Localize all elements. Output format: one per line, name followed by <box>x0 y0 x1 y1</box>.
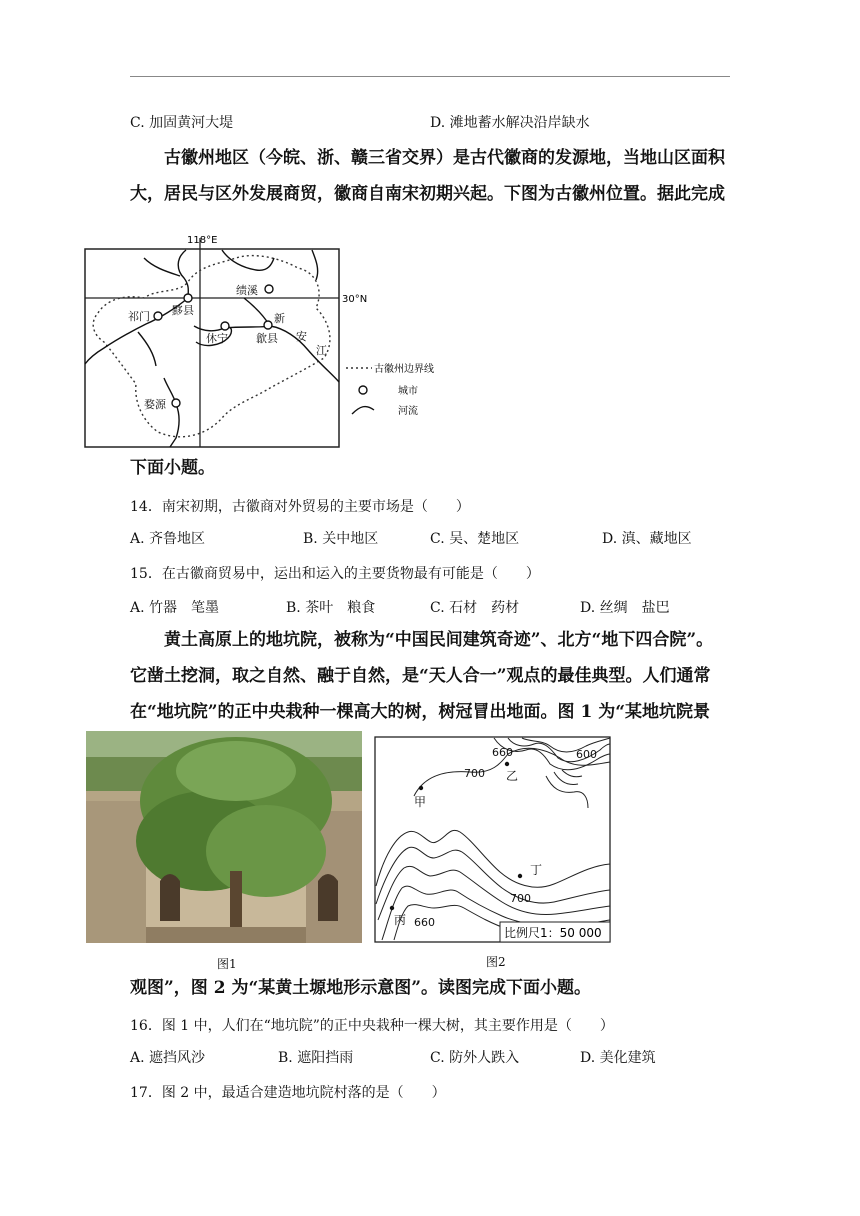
q16-stem: 16．图 1 中，人们在“地坑院”的正中央栽种一棵大树，其主要作用是（ ） <box>130 1018 614 1034</box>
city-label-yixian: 黟县 <box>172 304 194 317</box>
city-label-wuyuan: 婺源 <box>144 398 166 411</box>
city-marker-xiuning <box>221 322 229 330</box>
point-marker-jia <box>419 786 423 790</box>
city-marker-yixian <box>184 294 192 302</box>
legend-city-symbol <box>359 386 367 394</box>
q14-option-d: D. 滇、藏地区 <box>602 531 692 547</box>
city-label-shexian: 歙县 <box>256 332 278 345</box>
river-char-jiang: 江 <box>316 344 327 357</box>
passage2-line1: 黄土高原上的地坑院，被称为“中国民间建筑奇迹”、北方“地下四合院”。 <box>164 630 714 650</box>
fig1-photo <box>86 731 362 943</box>
passage-dikengyuan <box>130 622 730 730</box>
city-marker-jixi <box>265 285 273 293</box>
passage1-line2: 大，居民与区外发展商贸，徽商自南宋初期兴起。下图为古徽州位置。据此完成 <box>130 184 725 204</box>
contour-label-700-south: 700 <box>510 892 531 905</box>
q14-stem: 14．南宋初期，古徽商对外贸易的主要市场是（ ） <box>130 499 470 515</box>
point-label-yi: 乙 <box>506 769 519 783</box>
lat-label: 30°N <box>342 294 368 305</box>
header-rule <box>130 76 730 77</box>
passage2-tail: 观图”，图 2 为“某黄土塬地形示意图”。读图完成下面小题。 <box>130 978 591 998</box>
q14-option-a: A. 齐鲁地区 <box>130 531 206 547</box>
q15-option-d: D. 丝绸 盐巴 <box>580 600 670 616</box>
point-marker-yi <box>505 762 509 766</box>
river-char-xin: 新 <box>274 312 285 325</box>
q16-option-a: A. 遮挡风沙 <box>130 1050 206 1066</box>
contour-label-660-north: 660 <box>492 746 513 759</box>
q15-option-c: C. 石材 药材 <box>430 600 520 616</box>
river-jixi-upper <box>222 250 274 270</box>
passage1-line1: 古徽州地区（今皖、浙、赣三省交界）是古代徽商的发源地，当地山区面积 <box>164 148 725 168</box>
passage2-line3: 在“地坑院”的正中央栽种一棵高大的树，树冠冒出地面。图 1 为“某地坑院景 <box>130 702 710 722</box>
q13-option-d: D. 滩地蓄水解决沿岸缺水 <box>430 115 590 131</box>
q14-option-c: C. 吴、楚地区 <box>430 531 520 547</box>
contour-label-600: 600 <box>576 748 597 761</box>
city-label-xiuning: 休宁 <box>206 332 228 345</box>
q16-option-b: B. 遮阳挡雨 <box>278 1050 354 1066</box>
river-wuyuan <box>164 378 179 447</box>
city-marker-wuyuan <box>172 399 180 407</box>
legend-city-label: 城市 <box>398 386 418 397</box>
point-label-jia: 甲 <box>414 795 427 809</box>
map-frame <box>85 249 339 447</box>
q14-option-b: B. 关中地区 <box>303 531 379 547</box>
q13-option-c: C. 加固黄河大堤 <box>130 115 234 131</box>
legend-border-label: 古徽州边界线 <box>374 364 434 375</box>
point-marker-bing <box>390 906 394 910</box>
point-marker-ding <box>518 874 522 878</box>
fig2-scale: 比例尺1：50 000 <box>504 926 602 940</box>
q16-option-d: D. 美化建筑 <box>580 1050 656 1066</box>
q16-option-c: C. 防外人跌入 <box>430 1050 520 1066</box>
contour-label-700-north: 700 <box>464 767 485 780</box>
point-label-ding: 丁 <box>530 863 543 877</box>
river-qimen <box>138 332 156 366</box>
river-north <box>178 250 188 298</box>
point-label-bing: 丙 <box>394 913 407 927</box>
passage1-tail-block <box>130 450 730 486</box>
fig1-caption: 图1 <box>217 957 237 971</box>
huizhou-map <box>84 228 460 450</box>
huizhou-border <box>93 256 330 437</box>
passage2-line2: 它凿土挖洞，取之自然、融于自然，是“天人合一”观点的最佳典型。人们通常 <box>130 666 711 686</box>
fig2-contour-map <box>374 736 612 944</box>
contour-label-660-south: 660 <box>414 916 435 929</box>
legend-river-symbol <box>352 407 374 414</box>
fig2-caption: 图2 <box>486 955 506 969</box>
city-marker-qimen <box>154 312 162 320</box>
rivers <box>85 250 339 447</box>
map-legend <box>346 362 434 417</box>
q15-stem: 15．在古徽商贸易中，运出和运入的主要货物最有可能是（ ） <box>130 566 540 582</box>
river-ne <box>312 250 318 280</box>
passage1-tail: 下面小题。 <box>130 458 215 478</box>
passage-huizhou <box>130 140 730 212</box>
passage2-tail-block <box>130 970 730 1006</box>
lon-label: 118°E <box>187 235 218 246</box>
legend-river-label: 河流 <box>398 406 418 417</box>
city-label-jixi: 绩溪 <box>236 284 258 297</box>
city-marker-shexian <box>264 321 272 329</box>
q15-option-b: B. 茶叶 粮食 <box>286 600 376 616</box>
q17-stem: 17．图 2 中，最适合建造地坑院村落的是（ ） <box>130 1085 446 1101</box>
river-nw <box>144 258 180 276</box>
river-char-an: 安 <box>296 330 307 343</box>
q15-option-a: A. 竹器 笔墨 <box>130 600 220 616</box>
city-label-qimen: 祁门 <box>128 310 150 323</box>
